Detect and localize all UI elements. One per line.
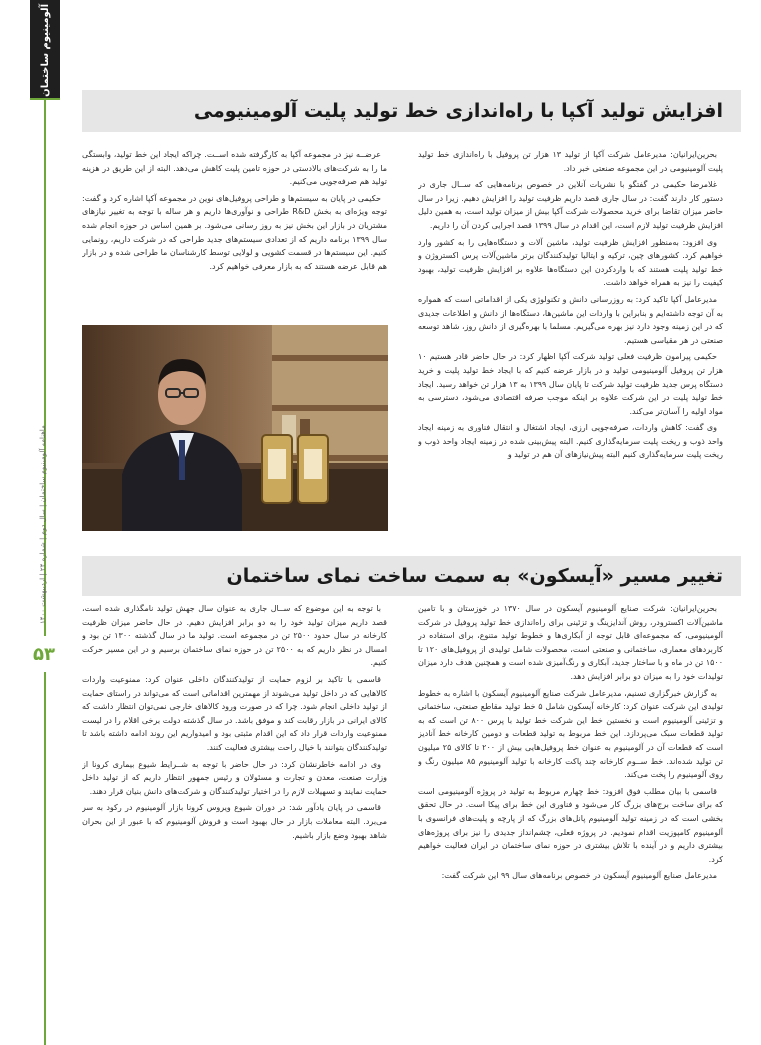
section-tab [30, 0, 60, 100]
page-number-text: ۵۳ [33, 643, 55, 665]
article1-column-right [418, 148, 723, 550]
article1-paragraph: مدیرعامل آکپا تاکید کرد: به روزرسانی دانش و تکنولوژی یکی از اقداماتی است که همواره به آن توجه داشته‌ایم و بنابراین با واردات این ماشین‌ها، دستگاه‌ها از دانش و اطلاعات جدیدی که در این زمینه وجود دارد نیز بهره می‌گیریم. مسلما با بهره‌گیری از دانش روز، شاهد توسعه صنعتی در هر مقیاسی هستیم. [418, 294, 723, 345]
article2-paragraph: وی در ادامه خاطرنشان کرد: در حال حاضر با توجه به شــرایط شیوع بیماری کرونا از وزارت صنعت، معدن و تجارت و مسئولان و رئیس جمهور انتظار داریم که از تولید داخل حمایت نمایند و تسهیلات لازم را در اختیار تولیدکنندگان و شرکت‌های دانش بنیان قرار دهند. [82, 759, 387, 796]
article2-paragraph: با توجه به این موضوع که ســال جاری به عنوان سال جهش تولید نامگذاری شده است، قصد داریم میزان تولید خود را به دو برابر افزایش دهیم. در حال حاضر میزان ظرفیت کارخانه در سال حدود ۲۵۰۰ تن در مجموعه است. تولید ما در سال گذشته ۱۳۰۰ تن بود و امسال در نظر داریم که به ۲۵۰۰ تن در حوزه نمای ساختمان برسیم و در این مسیر حرکت کنیم. [82, 604, 387, 668]
article1-paragraph: غلامرضا حکیمی در گفتگو با نشریات آنلاین در خصوص برنامه‌هایی که ســال جاری در دستور کار دارند گفت: در سال جاری قصد داریم ظرفیت تولید را افزایش دهیم. زیرا در سال حاضر میزان تقاضا برای خرید محصولات شرکت آکپا بیش از میزان تولید است، به همین دلیل افزایش ظرفیت تولید لازم است، این اقدام در سال ۱۳۹۹ قصد اجرایی کردن آن را داریم. [418, 180, 723, 230]
article1-paragraph: حکیمی در پایان به سیستم‌ها و طراحی پروفیل‌های نوین در مجموعه آکپا اشاره کرد و گفت: توجه ویژه‌ای به بخش R&D طراحی و نوآوری‌ها داریم و هر ساله با توجه به تغییر نیازهای مشتریان در بازار این بخش نیز به روز رسانی می‌شود. بر همین اساس در حوزه انجام شده سال ۱۳۹۹ برنامه داریم که از تعدادی سیستم‌های جدید طراحی که در شرکت داریم، رونمایی کنیم. این سیستم‌ها در قسمت کشویی و لولایی توسط کارشناسان ما طراحی شده و در بازار هم قابل عرضه هستند که به بازار معرفی خواهیم کرد. [82, 193, 387, 271]
article2-paragraph: قاسمی در پایان یادآور شد: در دوران شیوع ویروس کرونا بازار آلومینیوم در رکود به سر می‌برد. البته معاملات بازار در حال بهبود است و فروش آلومینیوم که با عبور از این بحران شاهد بهبود وضع بازار باشیم. [82, 803, 387, 840]
article1-paragraph: حکیمی پیرامون ظرفیت فعلی تولید شرکت آکپا اظهار کرد: در حال حاضر قادر هستیم ۱۰ هزار تن پروفیل آلومینیومی تولید و در بازار عرضه کنیم که با ایجاد خط تولید پلیت و خرید دستگاه پرس جدید ظرفیت تولید شرکت تا پایان سال ۱۳۹۹ به ۱۳ هزار تن خواهد رسید. ایجاد خط تولید پلیت در این شرکت علاوه بر اینکه موجب صرفه اقتصادی می‌شود، دسترسی به مواد اولیه را آسان‌تر می‌کند. [418, 352, 723, 416]
article2-paragraph: قاسمی با بیان مطلب فوق افزود: خط چهارم مربوط به تولید در پروژه آلومینیومی است که برای ساخت برج‌های بزرگ کار می‌شود و فناوری این خط برای پیکا است. در حال تحقق بخشی است که در زمینه تولید آلومینیوم پانل‌های بزرگ که از پارچه و پلیت‌های فرانسوی با آلومینیوم کامپوزیت اقدام نمودیم. در پروژه فعلی، چشم‌انداز جدیدی را نیز برای پروژه‌های بیشتری داریم و در آینده با تلاش بیشتری در حوزه نمای ساختمان در ایران فعالیت خواهیم کرد. [418, 786, 723, 864]
article2-headline-bar [82, 556, 741, 596]
section-tab-label: آلومینیوم ساختمان [39, 3, 51, 97]
portrait-illustration [82, 325, 388, 531]
article2-column-left [82, 602, 387, 982]
article1-column-left [82, 148, 387, 320]
article1-paragraph: بحرین‌ایرانیان: مدیرعامل شرکت آکپا از تولید ۱۳ هزار تن پروفیل با راه‌اندازی خط تولید پلیت آلومینیومی در این مجموعه صنعتی خبر داد. [418, 150, 723, 173]
article2-column-right [418, 602, 723, 1022]
article2-paragraph: مدیرعامل صنایع آلومینیوم آیسکون در خصوص برنامه‌های سال ۹۹ این شرکت گفت: [441, 871, 717, 881]
article1-title: افزایش تولید آکپا با راه‌اندازی خط تولید پلیت آلومینیومی [193, 100, 723, 122]
portrait-photo [82, 325, 388, 531]
issue-meta: ماهنامه آلومینیوم ساختمان | سال دوم | شماره ۲۴ | اردیبهشت ۱۴۰۰ [39, 425, 47, 625]
article1-paragraph: وی افزود: به‌منظور افزایش ظرفیت تولید، ماشین آلات و دستگاه‌هایی را به کشور وارد خواهیم کرد. کشورهای چین، ترکیه و ایتالیا تولیدکنندگان برتر ماشین‌آلات پرس اکستروژن و خط تولید پلیت هستند که با واردکردن این دستگاه‌ها علاوه بر افزایش ظرفیت تولید، بهبود کیفیت را نیز به همراه خواهد داشت. [418, 237, 723, 288]
article2-paragraph: قاسمی با تاکید بر لزوم حمایت از تولیدکنندگان داخلی عنوان کرد: ممنوعیت واردات کالاهایی که در داخل تولید می‌شوند از مهمترین اقداماتی است که می‌تواند در راستای حمایت از تولید داخلی انجام شود. چرا که در صورت ورود کالاهای خارجی نمی‌توان انتظار داشت که کالای ایرانی در بازار رقابت کند و موفق باشد. در سال گذشته دولت برخی اقلام را در لیست ممنوعیت واردات قرار داد که این اقدام مثبتی بود و امیدواریم این روند ادامه داشته باشد تا تولیدکنندگان بتوانند با خیال راحت بیشتری فعالیت کنند. [82, 674, 387, 752]
page-number [24, 636, 64, 672]
article1-paragraph: وی گفت: کاهش واردات، صرفه‌جویی ارزی، ایجاد اشتغال و انتقال فناوری به زمینه ایجاد واحد ذوب و ریخت پلیت سرمایه‌گذاری کنیم. البته پیش‌بینی شده در زمینه ایجاد واحد ذوب و ریخت پلیت سرمایه‌گذاری کنیم البته پیش‌نیازهای آن هم در تولید و [418, 423, 723, 460]
article2-paragraph: به گزارش خبرگزاری تسنیم، مدیرعامل شرکت صنایع آلومینیوم آیسکون با اشاره به خطوط تولیدی این شرکت عنوان کرد: کارخانه آیسکون شامل ۵ خط تولید مقاطع صنعتی، ساختمانی و تزئینی آلومینیوم است و نخستین خط این شرکت خط تولید با پرس ۸۰۰ تن است که به تولید قطعات سبک می‌پردازد. این خط مربوط به تولید قطعات و دومین کارخانه خط آنادیز است که قطعات آن در آلومینیوم به عنوان خط پروفیل‌هایی بیش از ۲۰۰ تا کالای ۲۵ میلیون تن تولید شده‌اند. خط ســوم کارخانه چند پاکت کارخانه با تولید آلومینیوم ۸۵ میلیون رنگ و روی آلومینیوم را پخت می‌کند. [418, 688, 723, 780]
article1-paragraph: عرضــه نیز در مجموعه آکپا به کارگرفته شده اســت. چراکه ایجاد این خط تولید، وابستگی ما را به شرکت‌های بالادستی در حوزه تامین پلیت کاهش می‌دهد. البته از این طریق در هزینه تولید هم صرفه‌جویی می‌کنیم. [82, 150, 387, 187]
article2-title: تغییر مسیر «آیسکون» به سمت ساخت نمای ساختمان [226, 565, 723, 587]
section-tab-accent [30, 98, 60, 100]
article2-paragraph: بحرین‌ایرانیان: شرکت صنایع آلومینیوم آیسکون در سال ۱۳۷۰ در خوزستان و با تامین ماشین‌آلات اکسترودر، روش آندایزینگ و تزئینی برای راه‌اندازی خط تولید پروفیل در شرکت آلومینیومی، که مجموعه‌ای قابل توجه از آبکاری‌ها و خطوط تولید متنوع، برای استفاده در کاربردهای معماری، ساختمانی و صنعتی است، محصولات شامل تولیدی از پروفیل‌های ۱۲۰ تا ۱۵۰۰ تن در ماه و با ساختار جدید، آبکاری و رنگ‌آمیزی شده است و همچنین هدف دارد میزان تولیدات خود را به میزان دو برابر افزایش دهد. [418, 604, 723, 681]
article1-headline-bar [82, 90, 741, 132]
